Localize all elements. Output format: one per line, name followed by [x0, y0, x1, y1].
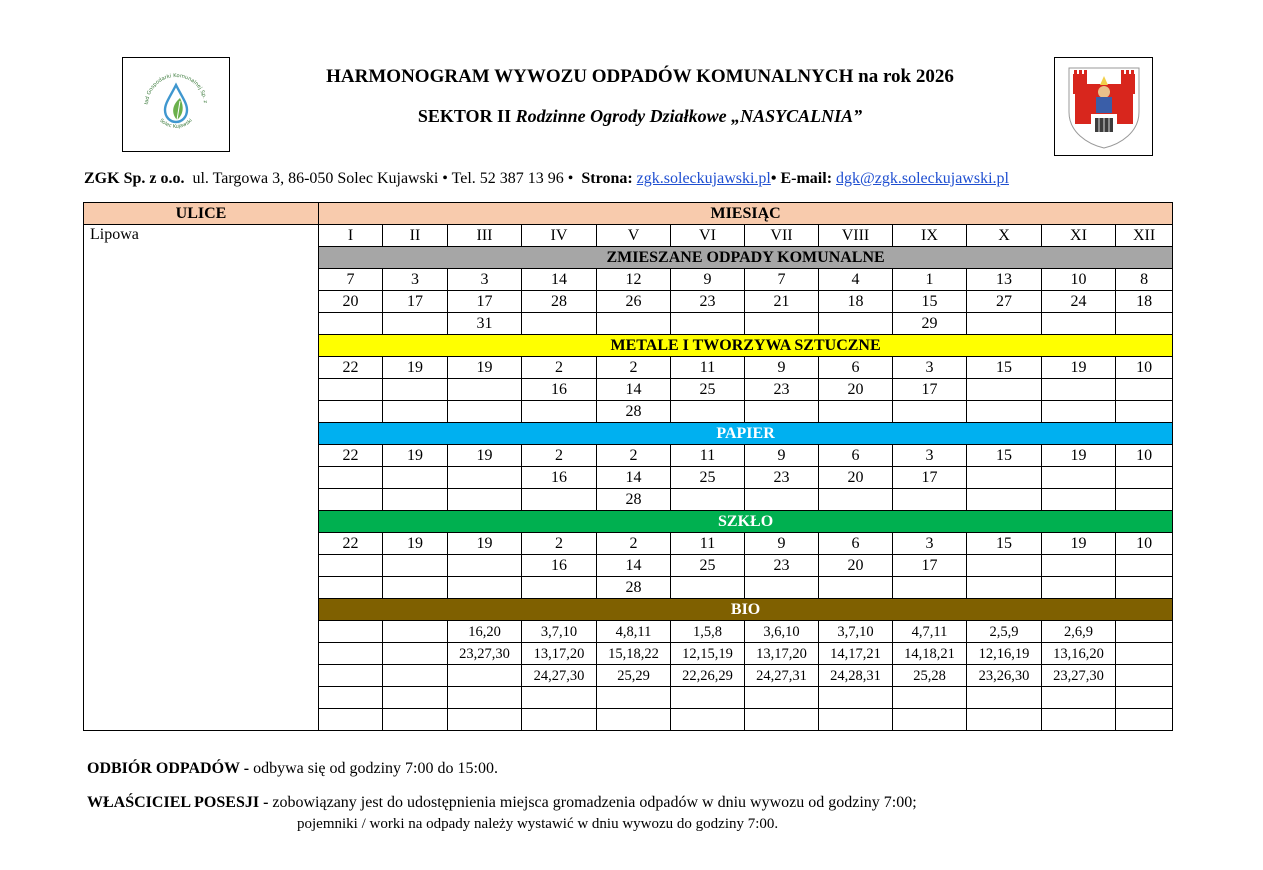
date-cell — [745, 709, 819, 731]
date-cell — [819, 709, 893, 731]
date-cell — [448, 687, 522, 709]
date-cell: 15,18,22 — [597, 643, 671, 665]
owner-note-line2: pojemniki / worki na odpady należy wystawić w dniu wywozu do godziny 7:00. — [297, 816, 779, 832]
date-cell: 17 — [893, 555, 967, 577]
date-cell: 22 — [319, 357, 383, 379]
pickup-text: odbywa się od godziny 7:00 do 15:00. — [253, 760, 498, 777]
date-cell: 24,27,30 — [522, 665, 597, 687]
date-cell: 7 — [319, 269, 383, 291]
date-cell — [1042, 709, 1116, 731]
date-cell: 12,15,19 — [671, 643, 745, 665]
date-cell: 23,27,30 — [448, 643, 522, 665]
date-cell: 19 — [383, 357, 448, 379]
date-cell: 18 — [819, 291, 893, 313]
section-band: SZKŁO — [319, 511, 1173, 533]
svg-text:Solec Kujawski — [158, 117, 194, 129]
date-cell — [448, 489, 522, 511]
date-cell — [1116, 467, 1173, 489]
date-cell: 2 — [597, 533, 671, 555]
date-cell — [967, 577, 1042, 599]
month-vi: VI — [671, 225, 745, 247]
month-ii: II — [383, 225, 448, 247]
date-cell — [1116, 401, 1173, 423]
date-cell: 20 — [319, 291, 383, 313]
date-cell — [383, 489, 448, 511]
date-cell: 15 — [893, 291, 967, 313]
date-cell — [383, 709, 448, 731]
logo-text-bottom: Solec Kujawski — [158, 117, 194, 130]
date-cell: 22 — [319, 445, 383, 467]
date-cell — [448, 379, 522, 401]
date-cell: 11 — [671, 445, 745, 467]
month-row — [84, 225, 1173, 247]
date-cell — [745, 489, 819, 511]
date-cell — [1042, 379, 1116, 401]
schedule-body — [84, 203, 1173, 731]
date-cell — [448, 467, 522, 489]
date-cell — [967, 313, 1042, 335]
date-cell — [671, 577, 745, 599]
zgk-logo — [122, 57, 230, 152]
date-cell: 14,18,21 — [893, 643, 967, 665]
date-cell: 9 — [745, 533, 819, 555]
date-cell — [819, 313, 893, 335]
street-name: Lipowa — [84, 225, 319, 731]
date-cell — [383, 577, 448, 599]
date-cell — [319, 665, 383, 687]
date-cell: 15 — [967, 533, 1042, 555]
date-cell: 3 — [893, 533, 967, 555]
date-cell — [383, 379, 448, 401]
date-cell — [967, 709, 1042, 731]
date-cell — [383, 621, 448, 643]
date-cell: 3 — [893, 445, 967, 467]
date-cell — [522, 313, 597, 335]
date-cell: 22,26,29 — [671, 665, 745, 687]
date-cell: 28 — [597, 401, 671, 423]
date-cell — [893, 709, 967, 731]
date-cell — [1116, 665, 1173, 687]
date-cell — [745, 401, 819, 423]
date-cell — [1116, 643, 1173, 665]
month-vii: VII — [745, 225, 819, 247]
date-cell — [522, 709, 597, 731]
date-cell: 10 — [1116, 357, 1173, 379]
date-cell — [1042, 401, 1116, 423]
col-header-month: MIESIĄC — [319, 203, 1173, 225]
date-cell: 22 — [319, 533, 383, 555]
date-cell: 12,16,19 — [967, 643, 1042, 665]
date-cell: 17 — [893, 467, 967, 489]
date-cell: 24 — [1042, 291, 1116, 313]
owner-note — [87, 794, 917, 812]
date-cell — [383, 643, 448, 665]
month-i: I — [319, 225, 383, 247]
date-cell: 2,5,9 — [967, 621, 1042, 643]
month-iii: III — [448, 225, 522, 247]
month-iv: IV — [522, 225, 597, 247]
date-cell: 13,17,20 — [522, 643, 597, 665]
date-cell: 2 — [522, 533, 597, 555]
sector-title — [230, 106, 1050, 127]
date-cell: 14 — [597, 467, 671, 489]
date-cell: 14 — [597, 555, 671, 577]
owner-text: zobowiązany jest do udostępnienia miejsca gromadzenia odpadów w dniu wywozu od godziny 7:00; — [272, 794, 917, 811]
date-cell: 24,28,31 — [819, 665, 893, 687]
date-cell: 25 — [671, 467, 745, 489]
date-cell: 6 — [819, 357, 893, 379]
coat-of-arms-icon — [1065, 64, 1143, 150]
zgk-logo-icon — [136, 65, 216, 145]
logo-text-top: ład Gospodarki Komunalnej Sp. z — [143, 72, 208, 105]
date-cell: 4 — [819, 269, 893, 291]
date-cell — [597, 313, 671, 335]
date-cell: 20 — [819, 467, 893, 489]
date-cell: 28 — [597, 489, 671, 511]
date-cell: 3 — [448, 269, 522, 291]
date-cell — [1116, 621, 1173, 643]
date-cell: 25,29 — [597, 665, 671, 687]
date-cell: 7 — [745, 269, 819, 291]
date-cell — [745, 687, 819, 709]
date-cell: 9 — [745, 357, 819, 379]
date-cell — [893, 489, 967, 511]
date-cell — [597, 687, 671, 709]
date-cell — [319, 643, 383, 665]
date-cell: 19 — [448, 445, 522, 467]
date-cell: 15 — [967, 445, 1042, 467]
date-cell: 19 — [448, 357, 522, 379]
page-title: HARMONOGRAM WYWOZU ODPADÓW KOMUNALNYCH na rok 2026 — [326, 66, 954, 87]
date-cell: 3 — [383, 269, 448, 291]
date-cell: 11 — [671, 357, 745, 379]
section-band: METALE I TWORZYWA SZTUCZNE — [319, 335, 1173, 357]
company-address: ul. Targowa 3, 86-050 Solec Kujawski • Tel. 52 387 13 96 • — [192, 170, 574, 187]
date-cell — [448, 577, 522, 599]
date-cell: 2 — [522, 357, 597, 379]
date-cell — [671, 709, 745, 731]
date-cell — [671, 313, 745, 335]
date-cell — [819, 489, 893, 511]
date-cell — [819, 687, 893, 709]
date-cell — [671, 401, 745, 423]
date-cell: 26 — [597, 291, 671, 313]
date-cell: 14 — [597, 379, 671, 401]
date-cell — [967, 401, 1042, 423]
pickup-label: ODBIÓR ODPADÓW - — [87, 760, 250, 777]
date-cell: 19 — [448, 533, 522, 555]
header-row — [84, 203, 1173, 225]
date-cell — [319, 555, 383, 577]
date-cell: 13,16,20 — [1042, 643, 1116, 665]
date-cell: 10 — [1116, 445, 1173, 467]
date-cell — [1042, 555, 1116, 577]
month-x: X — [967, 225, 1042, 247]
date-cell: 13 — [967, 269, 1042, 291]
date-cell — [967, 379, 1042, 401]
date-cell — [319, 489, 383, 511]
email-link[interactable]: dgk@zgk.soleckujawski.pl — [836, 170, 1009, 187]
date-cell: 29 — [893, 313, 967, 335]
sector-name: Rodzinne Ogrody Działkowe „NASYCALNIA” — [515, 106, 863, 126]
date-cell — [383, 665, 448, 687]
month-xi: XI — [1042, 225, 1116, 247]
date-cell — [893, 687, 967, 709]
date-cell — [671, 687, 745, 709]
date-cell: 3,7,10 — [819, 621, 893, 643]
date-cell: 23 — [745, 379, 819, 401]
site-label: Strona: — [581, 170, 633, 187]
date-cell: 12 — [597, 269, 671, 291]
date-cell: 28 — [522, 291, 597, 313]
date-cell — [1116, 709, 1173, 731]
date-cell — [522, 687, 597, 709]
date-cell — [522, 577, 597, 599]
date-cell — [522, 489, 597, 511]
date-cell: 17 — [893, 379, 967, 401]
date-cell: 23 — [745, 555, 819, 577]
date-cell — [1116, 379, 1173, 401]
date-cell — [893, 401, 967, 423]
month-xii: XII — [1116, 225, 1173, 247]
section-band: BIO — [319, 599, 1173, 621]
date-cell — [1116, 687, 1173, 709]
date-cell: 6 — [819, 533, 893, 555]
month-v: V — [597, 225, 671, 247]
date-cell: 23 — [671, 291, 745, 313]
col-header-streets: ULICE — [84, 203, 319, 225]
date-cell — [319, 467, 383, 489]
date-cell: 14 — [522, 269, 597, 291]
date-cell — [745, 577, 819, 599]
company-name: ZGK Sp. z o.o. — [84, 170, 185, 187]
date-cell — [597, 709, 671, 731]
date-cell: 27 — [967, 291, 1042, 313]
date-cell — [522, 401, 597, 423]
date-cell — [319, 313, 383, 335]
date-cell: 6 — [819, 445, 893, 467]
date-cell — [893, 577, 967, 599]
month-ix: IX — [893, 225, 967, 247]
date-cell — [1042, 467, 1116, 489]
date-cell — [448, 401, 522, 423]
date-cell — [383, 687, 448, 709]
coat-of-arms — [1054, 57, 1153, 156]
owner-label: WŁAŚCICIEL POSESJI - — [87, 794, 269, 811]
date-cell: 2,6,9 — [1042, 621, 1116, 643]
date-cell: 2 — [597, 445, 671, 467]
date-cell — [448, 665, 522, 687]
date-cell: 20 — [819, 555, 893, 577]
date-cell — [383, 555, 448, 577]
date-cell — [967, 555, 1042, 577]
date-cell: 3 — [893, 357, 967, 379]
section-band: PAPIER — [319, 423, 1173, 445]
date-cell: 9 — [745, 445, 819, 467]
date-cell — [1042, 489, 1116, 511]
date-cell — [383, 401, 448, 423]
date-cell — [383, 467, 448, 489]
date-cell — [1116, 577, 1173, 599]
date-cell: 14,17,21 — [819, 643, 893, 665]
date-cell: 4,8,11 — [597, 621, 671, 643]
date-cell — [319, 401, 383, 423]
date-cell — [1116, 313, 1173, 335]
date-cell: 23,27,30 — [1042, 665, 1116, 687]
date-cell — [383, 313, 448, 335]
date-cell: 13,17,20 — [745, 643, 819, 665]
date-cell — [967, 687, 1042, 709]
date-cell — [1042, 577, 1116, 599]
email-label: • E-mail: — [770, 170, 833, 187]
date-cell: 18 — [1116, 291, 1173, 313]
date-cell — [1042, 313, 1116, 335]
sector-prefix: SEKTOR II — [417, 106, 512, 126]
date-cell: 21 — [745, 291, 819, 313]
date-cell: 10 — [1116, 533, 1173, 555]
date-cell: 16 — [522, 379, 597, 401]
date-cell: 9 — [671, 269, 745, 291]
date-cell: 3,6,10 — [745, 621, 819, 643]
pickup-note — [87, 760, 498, 778]
date-cell: 24,27,31 — [745, 665, 819, 687]
date-cell — [819, 401, 893, 423]
date-cell: 23,26,30 — [967, 665, 1042, 687]
date-cell: 10 — [1042, 269, 1116, 291]
date-cell: 19 — [383, 445, 448, 467]
date-cell: 28 — [597, 577, 671, 599]
date-cell — [967, 467, 1042, 489]
date-cell: 3,7,10 — [522, 621, 597, 643]
date-cell — [1042, 687, 1116, 709]
date-cell — [319, 687, 383, 709]
date-cell: 17 — [448, 291, 522, 313]
date-cell: 11 — [671, 533, 745, 555]
date-cell: 19 — [383, 533, 448, 555]
date-cell — [819, 577, 893, 599]
date-cell: 19 — [1042, 533, 1116, 555]
website-link[interactable]: zgk.soleckujawski.pl — [636, 170, 771, 187]
date-cell: 1 — [893, 269, 967, 291]
date-cell: 16 — [522, 467, 597, 489]
section-band: ZMIESZANE ODPADY KOMUNALNE — [319, 247, 1173, 269]
date-cell — [967, 489, 1042, 511]
svg-text:Zakład Gospodarki Komunalnej S — [136, 65, 208, 105]
date-cell — [319, 577, 383, 599]
date-cell: 19 — [1042, 445, 1116, 467]
date-cell — [448, 709, 522, 731]
date-cell: 4,7,11 — [893, 621, 967, 643]
date-cell — [1116, 489, 1173, 511]
date-cell — [319, 709, 383, 731]
date-cell: 2 — [597, 357, 671, 379]
date-cell — [319, 379, 383, 401]
date-cell: 15 — [967, 357, 1042, 379]
date-cell: 23 — [745, 467, 819, 489]
date-cell: 17 — [383, 291, 448, 313]
date-cell — [448, 555, 522, 577]
date-cell — [671, 489, 745, 511]
date-cell: 1,5,8 — [671, 621, 745, 643]
date-cell: 31 — [448, 313, 522, 335]
date-cell — [745, 313, 819, 335]
date-cell: 2 — [522, 445, 597, 467]
date-cell: 16 — [522, 555, 597, 577]
schedule-table — [83, 202, 1173, 731]
date-cell: 16,20 — [448, 621, 522, 643]
date-cell — [1116, 555, 1173, 577]
contact-line — [84, 170, 1009, 188]
date-cell — [319, 621, 383, 643]
date-cell: 25 — [671, 379, 745, 401]
date-cell: 25,28 — [893, 665, 967, 687]
date-cell: 20 — [819, 379, 893, 401]
date-cell: 25 — [671, 555, 745, 577]
date-cell: 19 — [1042, 357, 1116, 379]
month-viii: VIII — [819, 225, 893, 247]
date-cell: 8 — [1116, 269, 1173, 291]
